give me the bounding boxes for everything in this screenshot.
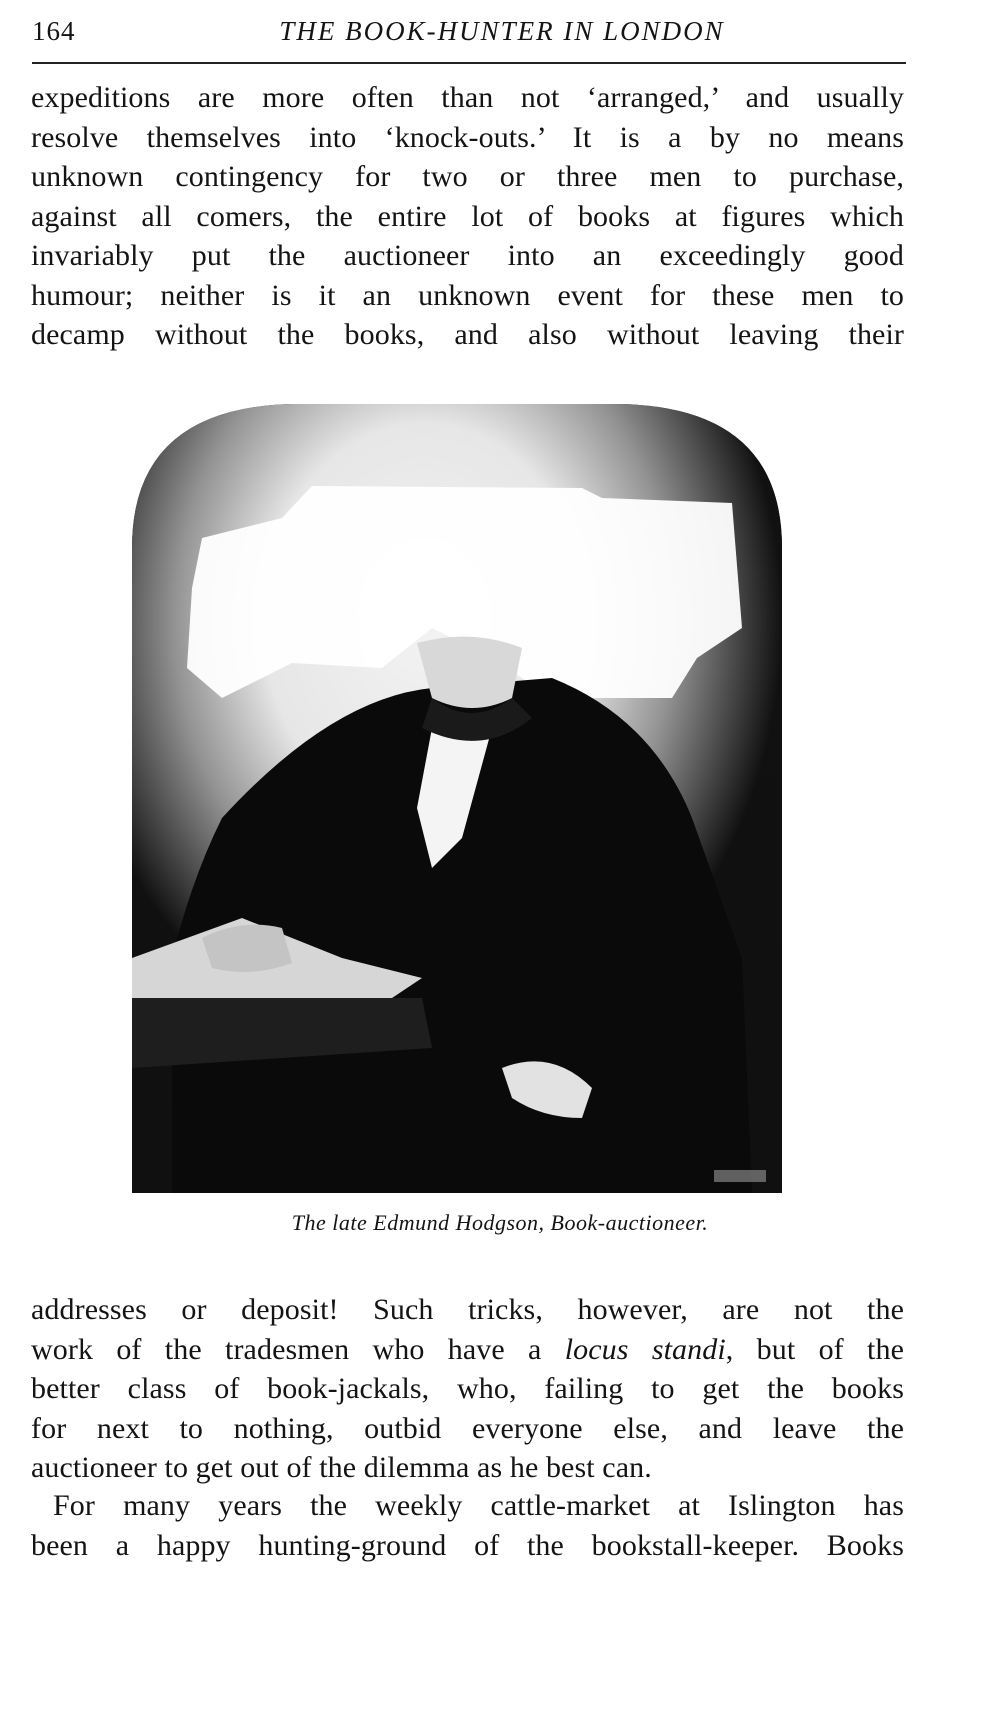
text-line: addresses or deposit! Such tricks, however, are not the [31,1293,904,1326]
paragraph-bottom [31,1290,904,1488]
page-number: 164 [32,16,76,46]
paragraph-top [31,78,904,355]
running-head [32,12,902,52]
text-run: , but of the [725,1332,904,1366]
text-line: humour; neither is it an unknown event for these men to [31,278,904,312]
text-run: work of the tradesmen who have a [31,1332,565,1366]
running-title: THE BOOK-HUNTER IN LONDON [279,16,725,46]
portrait-image [132,398,782,1193]
paragraph-next [31,1486,904,1565]
text-line: for next to nothing, outbid everyone else, and leave the [31,1411,904,1445]
text-line-with-italic [31,1330,904,1370]
text-line: decamp without the books, and also without leaving their [31,318,904,351]
header-rule [32,62,906,64]
text-line: been a happy hunting-ground of the bookstall-keeper. Books [31,1528,904,1562]
text-line: better class of book-jackals, who, failing to get the books [31,1372,904,1405]
portrait-plate [132,398,782,1193]
text-line: resolve themselves into ‘knock-outs.’ It is a by no means [31,120,904,154]
text-line: against all comers, the entire lot of books at figures which [31,199,904,233]
figure-caption: The late Edmund Hodgson, Book-auctioneer. [291,1210,709,1235]
text-line: unknown contingency for two or three men to purchase, [31,160,904,193]
text-line: For many years the weekly cattle-market at Islington has [53,1489,904,1522]
italic-phrase: locus standi [564,1332,726,1366]
text-line: auctioneer to get out of the dilemma as he best can. [31,1451,652,1484]
text-line: invariably put the auctioneer into an exceedingly good [31,239,904,272]
text-line: expeditions are more often than not ‘arranged,’ and usually [31,81,904,114]
